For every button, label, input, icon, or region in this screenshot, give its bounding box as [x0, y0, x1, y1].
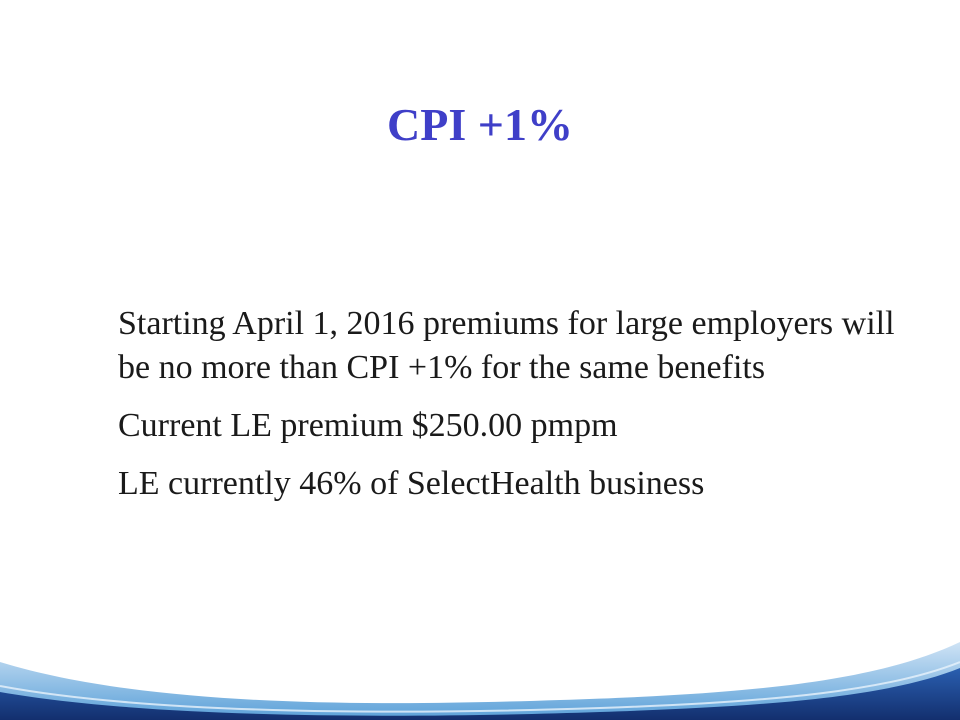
bullet-item: Current LE premium $250.00 pmpm: [118, 407, 618, 444]
bullet-item: LE currently 46% of SelectHealth business: [118, 465, 705, 502]
footer-wave-decoration: [0, 640, 960, 720]
bullet-item: Starting April 1, 2016 premiums for large employers will be no more than CPI +1% for the same benefits: [118, 305, 895, 386]
slide-title: CPI +1%: [387, 99, 573, 150]
bullet-list: [118, 302, 898, 520]
